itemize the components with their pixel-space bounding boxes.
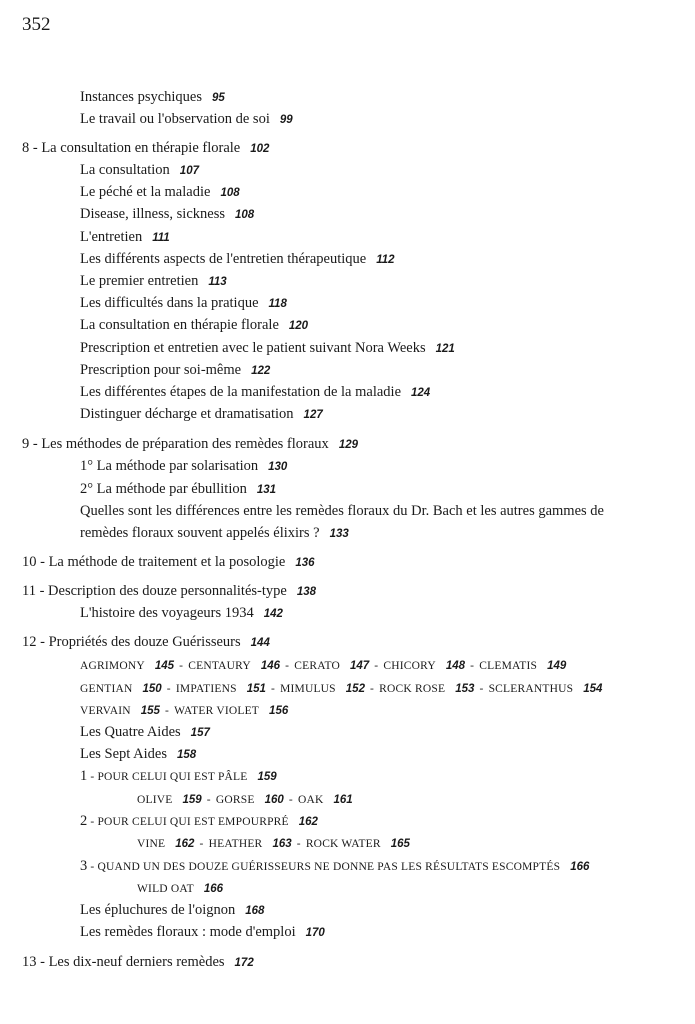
separator: -: [196, 838, 207, 850]
toc-remedy-line: [137, 834, 410, 853]
toc-remedy-line: [80, 679, 602, 698]
toc-page-number: 133: [329, 528, 349, 540]
remedy-name: VERVAIN: [80, 705, 131, 717]
separator: -: [282, 660, 293, 672]
toc-page-number: 168: [245, 905, 265, 917]
toc-page-number: 113: [208, 276, 227, 288]
toc-page-number: 120: [288, 320, 309, 332]
separator: -: [293, 838, 304, 850]
toc-entry: La consultation 107: [80, 162, 199, 178]
toc-page-number: 161: [333, 794, 353, 806]
toc-page-number: 162: [298, 816, 318, 828]
toc-page-number: 131: [256, 484, 277, 496]
toc-page-number: 108: [234, 209, 255, 221]
toc-page-number: 129: [338, 439, 358, 451]
toc-page-number: 121: [435, 343, 455, 355]
separator: -: [203, 794, 214, 806]
remedy-name: VINE: [137, 838, 166, 850]
remedy-name: ROCK WATER: [305, 838, 381, 850]
remedy-name: ROCK ROSE: [379, 683, 446, 695]
toc-entry: Quelles sont les différences entre les remèdes floraux du Dr. Bach et les autres gammes de: [80, 503, 604, 519]
toc-page-number: 150: [142, 683, 162, 695]
toc-chapter-entry: 13 - Les dix-neuf derniers remèdes 172: [22, 954, 254, 970]
toc-entry: Les remèdes floraux : mode d'emploi 170: [80, 924, 325, 940]
separator: -: [87, 771, 98, 783]
toc-page-number: 145: [154, 660, 175, 672]
toc-page-number: 138: [296, 586, 317, 598]
toc-entry: Distinguer décharge et dramatisation 127: [80, 406, 323, 422]
toc-page-number: 159: [257, 771, 277, 783]
separator: -: [366, 683, 378, 695]
separator: -: [176, 660, 187, 672]
toc-page-number: 158: [177, 749, 197, 761]
separator: -: [267, 683, 279, 695]
remedy-name: OAK: [297, 794, 324, 806]
remedy-name: CERATO: [294, 660, 340, 672]
toc-page-number: 166: [203, 883, 224, 895]
toc-page-number: 165: [390, 838, 410, 850]
toc-chapter-entry: 8 - La consultation en thérapie florale 102: [22, 140, 270, 156]
toc-entry: La consultation en thérapie florale 120: [80, 317, 309, 333]
toc-page-number: 130: [268, 461, 288, 473]
remedy-name: IMPATIENS: [175, 683, 237, 695]
toc-entry: Instances psychiques 95: [80, 89, 225, 105]
remedy-name: GORSE: [215, 794, 255, 806]
toc-entry: Le premier entretien 113: [80, 273, 227, 289]
toc-page-number: 99: [279, 114, 293, 126]
remedy-name: WATER VIOLET: [174, 705, 260, 717]
toc-page-number: 155: [140, 705, 160, 717]
toc-entry: Les différents aspects de l'entretien thérapeutique 112: [80, 251, 395, 267]
toc-page-number: 157: [190, 727, 210, 739]
toc-entry: Prescription et entretien avec le patient suivant Nora Weeks 121: [80, 340, 455, 356]
remedy-name: AGRIMONY: [80, 660, 145, 672]
separator: -: [87, 816, 98, 828]
toc-page-number: 159: [182, 794, 202, 806]
toc-page-number: 148: [445, 660, 466, 672]
toc-page-number: 163: [272, 838, 292, 850]
toc-page-number: 95: [212, 92, 225, 104]
toc-chapter-entry: 10 - La méthode de traitement et la posologie 136: [22, 554, 315, 570]
toc-page-number: 156: [269, 705, 289, 717]
toc-entry: Le travail ou l'observation de soi 99: [80, 111, 293, 127]
toc-numbered-entry: 3 - QUAND UN DES DOUZE GUÉRISSEURS NE DONNE PAS LES RÉSULTATS ESCOMPTÉS 166: [80, 858, 590, 874]
toc-page-number: 151: [246, 683, 266, 695]
toc-entry: Le péché et la maladie 108: [80, 184, 240, 200]
toc-entry: Prescription pour soi-même 122: [80, 362, 271, 378]
toc-page-number: 111: [152, 232, 170, 244]
remedy-name: GENTIAN: [80, 683, 133, 695]
separator: -: [87, 861, 98, 873]
toc-page-number: 107: [179, 165, 199, 177]
remedy-name: CHICORY: [383, 660, 436, 672]
toc-page-number: 144: [250, 637, 270, 649]
remedy-name: CENTAURY: [188, 660, 251, 672]
toc-entry: Les Quatre Aides 157: [80, 724, 210, 740]
toc-page-number: 160: [264, 794, 284, 806]
toc-entry: Les difficultés dans la pratique 118: [80, 295, 287, 311]
remedy-name: OLIVE: [137, 794, 173, 806]
toc-page-number: 142: [263, 608, 283, 620]
toc-remedy-line: [137, 790, 353, 809]
toc-numbered-entry: 1 - POUR CELUI QUI EST PÂLE 159: [80, 768, 277, 784]
toc-page-number: 108: [220, 187, 240, 199]
toc-entry: Les différentes étapes de la manifestation de la maladie 124: [80, 384, 431, 400]
toc-entry: Disease, illness, sickness 108: [80, 206, 255, 222]
separator: -: [467, 660, 478, 672]
toc-entry: Les Sept Aides 158: [80, 746, 197, 762]
separator: -: [161, 705, 173, 717]
remedy-name: CLEMATIS: [479, 660, 538, 672]
separator: -: [371, 660, 382, 672]
toc-page-number: 127: [303, 409, 323, 421]
toc-remedy-line: [80, 656, 566, 675]
toc-page-number: 112: [376, 254, 395, 266]
toc-page-number: 118: [268, 298, 287, 310]
toc-page-number: 136: [295, 557, 315, 569]
remedy-name: HEATHER: [208, 838, 263, 850]
separator: -: [476, 683, 487, 695]
toc-remedy-line: [80, 701, 288, 720]
toc-page-number: 162: [175, 838, 195, 850]
toc-entry: 1° La méthode par solarisation 130: [80, 458, 288, 474]
remedy-name: SCLERANTHUS: [488, 683, 574, 695]
toc-chapter-entry: 12 - Propriétés des douze Guérisseurs 144: [22, 634, 270, 650]
toc-remedy-line: [137, 879, 223, 898]
toc-chapter-entry: 11 - Description des douze personnalités-type 138: [22, 583, 317, 599]
toc-page-number: 170: [305, 927, 325, 939]
toc-page-number: 124: [411, 387, 431, 399]
toc-entry: 2° La méthode par ébullition 131: [80, 481, 277, 497]
page-number: 352: [22, 14, 51, 35]
toc-numbered-entry: 2 - POUR CELUI QUI EST EMPOURPRÉ 162: [80, 813, 318, 829]
toc-page-number: 152: [345, 683, 365, 695]
toc-page-number: 122: [251, 365, 271, 377]
toc-page-number: 154: [583, 683, 603, 695]
toc-entry: remèdes floraux souvent appelés élixirs ? 133: [80, 525, 349, 541]
toc-entry: L'histoire des voyageurs 1934 142: [80, 605, 283, 621]
remedy-name: MIMULUS: [280, 683, 336, 695]
toc-page-number: 147: [349, 660, 370, 672]
toc-page-number: 149: [547, 660, 567, 672]
remedy-name: WILD OAT: [137, 883, 194, 895]
toc-chapter-entry: 9 - Les méthodes de préparation des remèdes floraux 129: [22, 436, 358, 452]
toc-page-number: 102: [250, 143, 270, 155]
separator: -: [163, 683, 174, 695]
toc-entry: Les épluchures de l'oignon 168: [80, 902, 265, 918]
toc-page-number: 172: [234, 957, 254, 969]
toc-page-number: 153: [455, 683, 475, 695]
separator: -: [285, 794, 296, 806]
toc-page-number: 166: [570, 861, 590, 873]
toc-page-number: 146: [260, 660, 281, 672]
toc-entry: L'entretien 111: [80, 229, 170, 245]
